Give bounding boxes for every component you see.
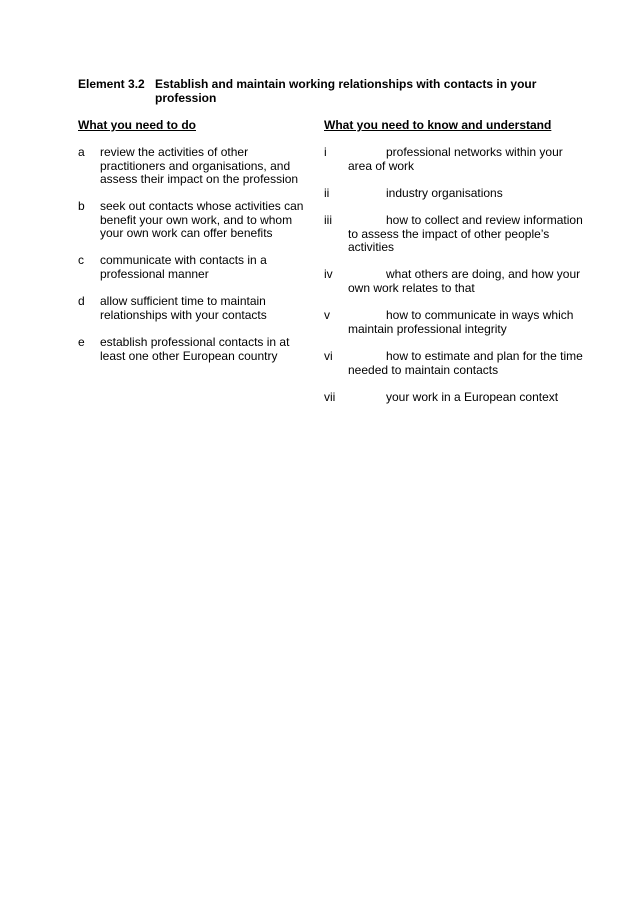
item-line: your own work can offer benefits [100, 226, 273, 241]
item-line: assess their impact on the profession [100, 172, 299, 187]
item-line: area of work [348, 158, 415, 173]
item-marker: e [78, 335, 85, 349]
item-line: review the activities of other [100, 145, 249, 159]
item-marker: vi [324, 349, 333, 363]
item-text [100, 336, 289, 363]
item-line: benefit your own work, and to whom [100, 212, 293, 227]
element-label: Element 3.2 [78, 77, 145, 91]
item-text [324, 391, 584, 405]
item-text [324, 187, 584, 201]
item-line: communicate with contacts in a [100, 253, 267, 267]
item-marker: ii [324, 186, 330, 200]
item-text [324, 214, 584, 255]
item-text [100, 254, 267, 281]
item-text [100, 295, 267, 322]
item-line: to assess the impact of other people’s [348, 226, 550, 241]
item-marker: i [324, 145, 327, 159]
item-line: practitioners and organisations, and [100, 158, 291, 173]
item-marker: iii [324, 213, 332, 227]
item-line: activities [348, 240, 395, 255]
item-line: how to estimate and plan for the time [386, 349, 583, 363]
item-text [324, 268, 584, 295]
item-line: industry organisations [386, 186, 503, 200]
item-text [324, 350, 584, 377]
item-line: your work in a European context [386, 390, 559, 404]
item-line: allow sufficient time to maintain [100, 294, 266, 308]
item-line: least one other European country [100, 348, 278, 363]
item-marker: v [324, 308, 330, 322]
item-line: professional manner [100, 266, 209, 281]
item-line: establish professional contacts in at [100, 335, 290, 349]
item-text [324, 146, 584, 173]
item-marker: b [78, 199, 85, 213]
item-line: needed to maintain contacts [348, 362, 499, 377]
item-line: professional networks within your [386, 145, 563, 159]
item-text [100, 146, 298, 187]
item-line: how to collect and review information [386, 213, 583, 227]
item-marker: iv [324, 267, 333, 281]
left-column-heading: What you need to do [78, 118, 196, 132]
item-text [324, 309, 584, 336]
item-line: own work relates to that [348, 280, 475, 295]
item-line: maintain professional integrity [348, 321, 507, 336]
item-line: relationships with your contacts [100, 307, 267, 322]
element-title: Establish and maintain working relationships with contacts in your profession [155, 77, 537, 105]
item-line: how to communicate in ways which [386, 308, 574, 322]
item-line: what others are doing, and how your [386, 267, 581, 281]
item-marker: d [78, 294, 85, 308]
item-marker: vii [324, 390, 336, 404]
item-line: seek out contacts whose activities can [100, 199, 304, 213]
item-marker: c [78, 253, 84, 267]
item-marker: a [78, 145, 85, 159]
right-column-heading: What you need to know and understand [324, 118, 552, 132]
item-text [100, 200, 303, 241]
